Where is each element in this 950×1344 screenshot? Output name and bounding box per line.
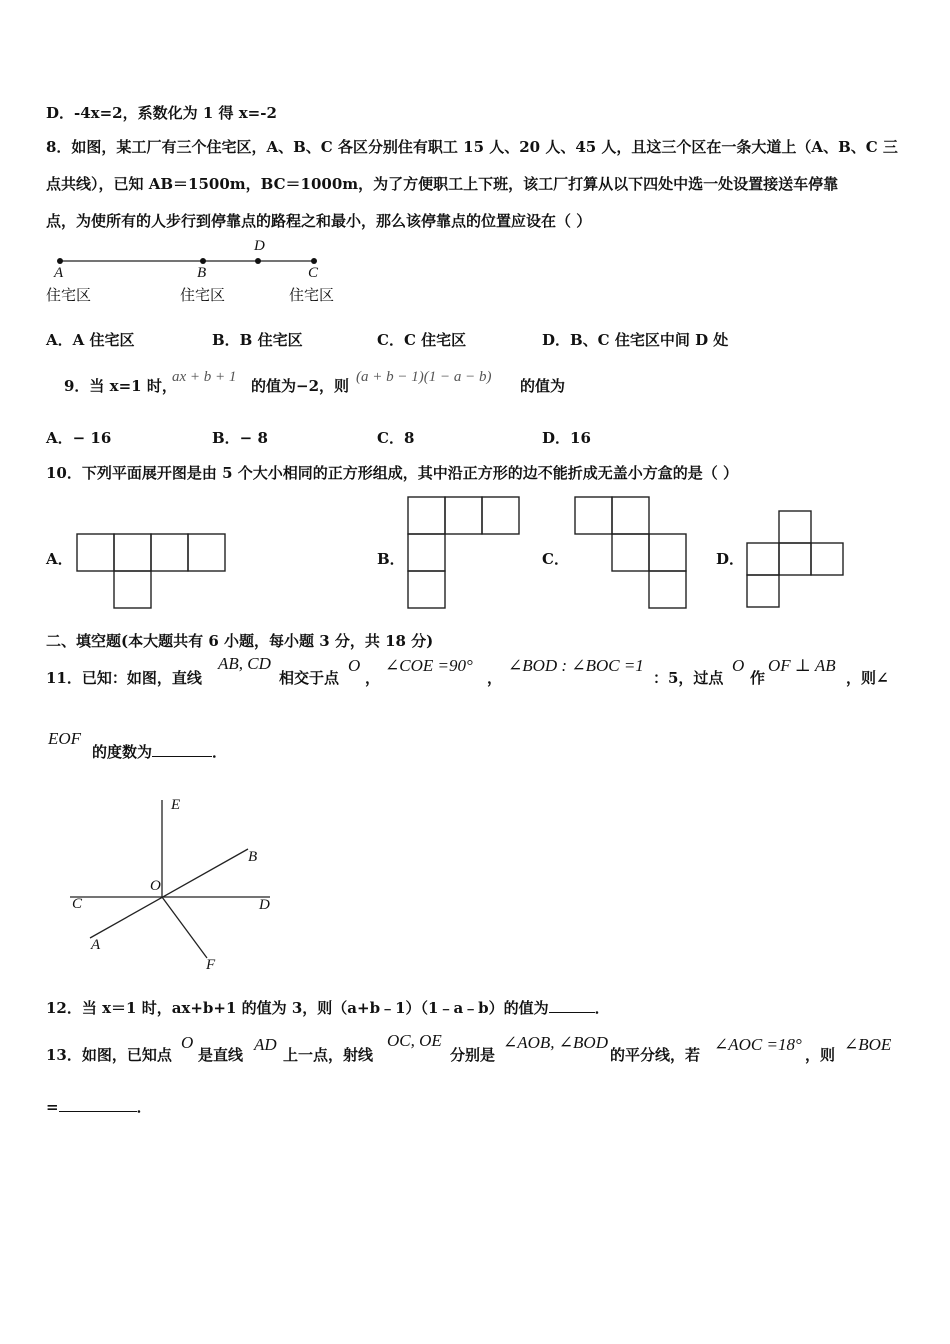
q11-math-coe: ∠COE =90° (385, 656, 473, 675)
point-d (255, 258, 261, 264)
q10-net-c (574, 496, 690, 610)
q9-option-b: B．− 8 (212, 429, 268, 447)
q9-expr-2: (a + b − 1)(1 − a − b) (356, 369, 492, 385)
q11-part-2: 相交于点 (279, 669, 340, 687)
q9-option-c: C．8 (377, 429, 415, 447)
q9-suffix: 的值为 (520, 377, 566, 395)
q8-option-b: B．B 住宅区 (212, 331, 303, 349)
q8-line-2: 点共线），已知 AB＝1500m，BC＝1000m，为了方便职工上下班，该工厂打算从以下四处中选一处设置接送车停靠 (46, 175, 839, 193)
q8-label-a: A (54, 265, 64, 281)
q13-part-2: 是直线 (198, 1046, 244, 1064)
q11-part-4: ， (487, 669, 503, 687)
q11-label-d: D (259, 897, 270, 913)
q8-zone-a: 住宅区 (46, 286, 92, 304)
q11-math-o: O (348, 656, 361, 675)
q11-math-ab-cd: AB, CD (218, 654, 271, 673)
q9-prefix: 9．当 x=1 时， (64, 377, 177, 395)
q8-option-c: C．C 住宅区 (377, 331, 467, 349)
q11-math-eof: EOF (48, 729, 82, 748)
q13-math-oc-oe: OC, OE (387, 1031, 442, 1050)
q11-label-a: A (91, 937, 101, 953)
q11-answer-blank[interactable] (152, 742, 212, 757)
q13-answer-line: = ． (46, 1098, 152, 1116)
q11-math-of-ab: OF ⊥ AB (768, 656, 836, 675)
q10-text: 10．下列平面展开图是由 5 个大小相同的正方形组成，其中沿正方形的边不能折成无盖小方盒的是（ ） (46, 464, 738, 482)
q13-part-5: 的平分线，若 (610, 1046, 701, 1064)
q11-label-o: O (150, 878, 161, 894)
q10-option-c-label: C． (542, 550, 569, 568)
q13-part-3: 上一点，射线 (283, 1046, 374, 1064)
q7-option-d: D．-4x=2，系数化为 1 得 x=-2 (46, 104, 277, 122)
q8-zone-b: 住宅区 (180, 286, 226, 304)
q13-math-aoc: ∠AOC =18° (714, 1035, 802, 1054)
q11-label-f: F (206, 957, 216, 973)
q10-option-d-label: D． (716, 550, 745, 568)
q10-option-b-label: B． (377, 550, 405, 568)
q9-option-a: A．− 16 (46, 429, 112, 447)
q11-math-ratio: ∠BOD : ∠BOC =1 (508, 656, 644, 675)
q11-part-7: ，则∠ (846, 669, 889, 687)
q11-label-b: B (248, 849, 258, 865)
point-c (311, 258, 317, 264)
q11-math-o-2: O (732, 656, 745, 675)
q9-expr-1: ax + b + 1 (172, 369, 237, 385)
q13-math-aob-bod: ∠AOB, ∠BOD (503, 1033, 608, 1052)
q13-answer-blank[interactable] (59, 1097, 137, 1112)
q9-option-d: D．16 (542, 429, 591, 447)
q11-label-e: E (171, 797, 181, 813)
section-2-heading: 二、填空题(本大题共有 6 小题，每小题 3 分，共 18 分) (46, 632, 434, 650)
q11-label-c: C (72, 896, 83, 912)
q8-option-d: D．B、C 住宅区中间 D 处 (542, 331, 729, 349)
q8-label-b: B (197, 265, 207, 281)
q8-option-a: A．A 住宅区 (46, 331, 135, 349)
q13-math-boe: ∠BOE (844, 1035, 892, 1054)
q10-option-a-label: A． (46, 550, 73, 568)
q11-part-3: ， (365, 669, 381, 687)
q8-line-1: 8．如图，某工厂有三个住宅区，A、B、C 各区分别住有职工 15 人、20 人、45 人，且这三个区在一条大道上（A、B、C 三 (46, 138, 898, 156)
q10-net-a (76, 533, 228, 609)
point-b (200, 258, 206, 264)
q12-answer-blank[interactable] (549, 998, 595, 1013)
q8-line-3: 点，为使所有的人步行到停靠点的路程之和最小，那么该停靠点的位置应设在（ ） (46, 212, 592, 230)
q13-part-6: ，则 (805, 1046, 836, 1064)
q8-zone-c: 住宅区 (289, 286, 335, 304)
q11-part-5: ：5，过点 (653, 669, 724, 687)
q10-net-d (746, 510, 846, 608)
q10-net-b (407, 496, 523, 610)
q9-middle: 的值为−2，则 (251, 377, 350, 395)
q11-part-6: 作 (750, 669, 766, 687)
q11-part-1: 11．已知：如图，直线 (46, 669, 202, 687)
q13-math-ad: AD (254, 1035, 277, 1054)
q13-math-o: O (181, 1033, 194, 1052)
q13-part-1: 13．如图，已知点 (46, 1046, 172, 1064)
q8-label-d: D (254, 238, 265, 254)
point-a (57, 258, 63, 264)
q8-label-c: C (308, 265, 319, 281)
q13-part-4: 分别是 (450, 1046, 496, 1064)
q11-part-8: 的度数为 ． (92, 743, 228, 761)
q12-text: 12．当 x＝1 时，ax+b+1 的值为 3，则（a+b﹣1）（1﹣a﹣b）的值为 ． (46, 999, 610, 1017)
